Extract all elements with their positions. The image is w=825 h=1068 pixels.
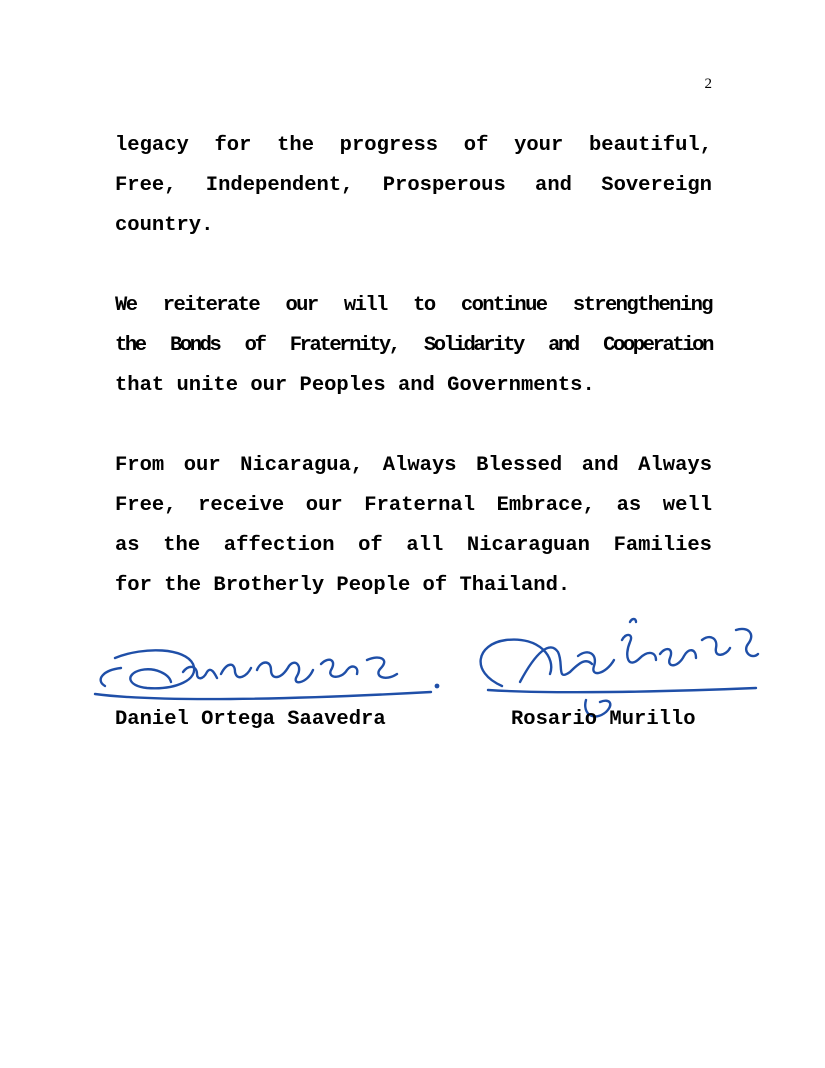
text-line: Free, receive our Fraternal Embrace, as well: [115, 494, 712, 517]
signer-name-murillo: Rosario Murillo: [511, 708, 696, 731]
paragraph-embrace: [115, 446, 712, 606]
signer-name-ortega: Daniel Ortega Saavedra: [115, 708, 386, 731]
signature-ink: [95, 650, 431, 699]
text-line: From our Nicaragua, Always Blessed and Always: [115, 454, 712, 477]
text-line: the Bonds of Fraternity, Solidarity and Cooperation: [115, 334, 712, 357]
text-line: for the Brotherly People of Thailand.: [115, 574, 571, 597]
paragraph-legacy: [115, 126, 712, 246]
text-line: that unite our Peoples and Governments.: [115, 374, 595, 397]
paragraph-bonds: [115, 286, 712, 406]
text-line: country.: [115, 214, 214, 237]
page-number: 2: [704, 76, 712, 92]
signature-ortega-icon: [85, 630, 455, 710]
text-line: We reiterate our will to continue strengthening: [115, 294, 712, 317]
signature-ink: [481, 619, 758, 716]
text-line: legacy for the progress of your beautiful,: [115, 134, 712, 157]
text-line: Free, Independent, Prosperous and Sovereign: [115, 174, 712, 197]
text-line: as the affection of all Nicaraguan Families: [115, 534, 712, 557]
letter-body: [115, 126, 712, 646]
